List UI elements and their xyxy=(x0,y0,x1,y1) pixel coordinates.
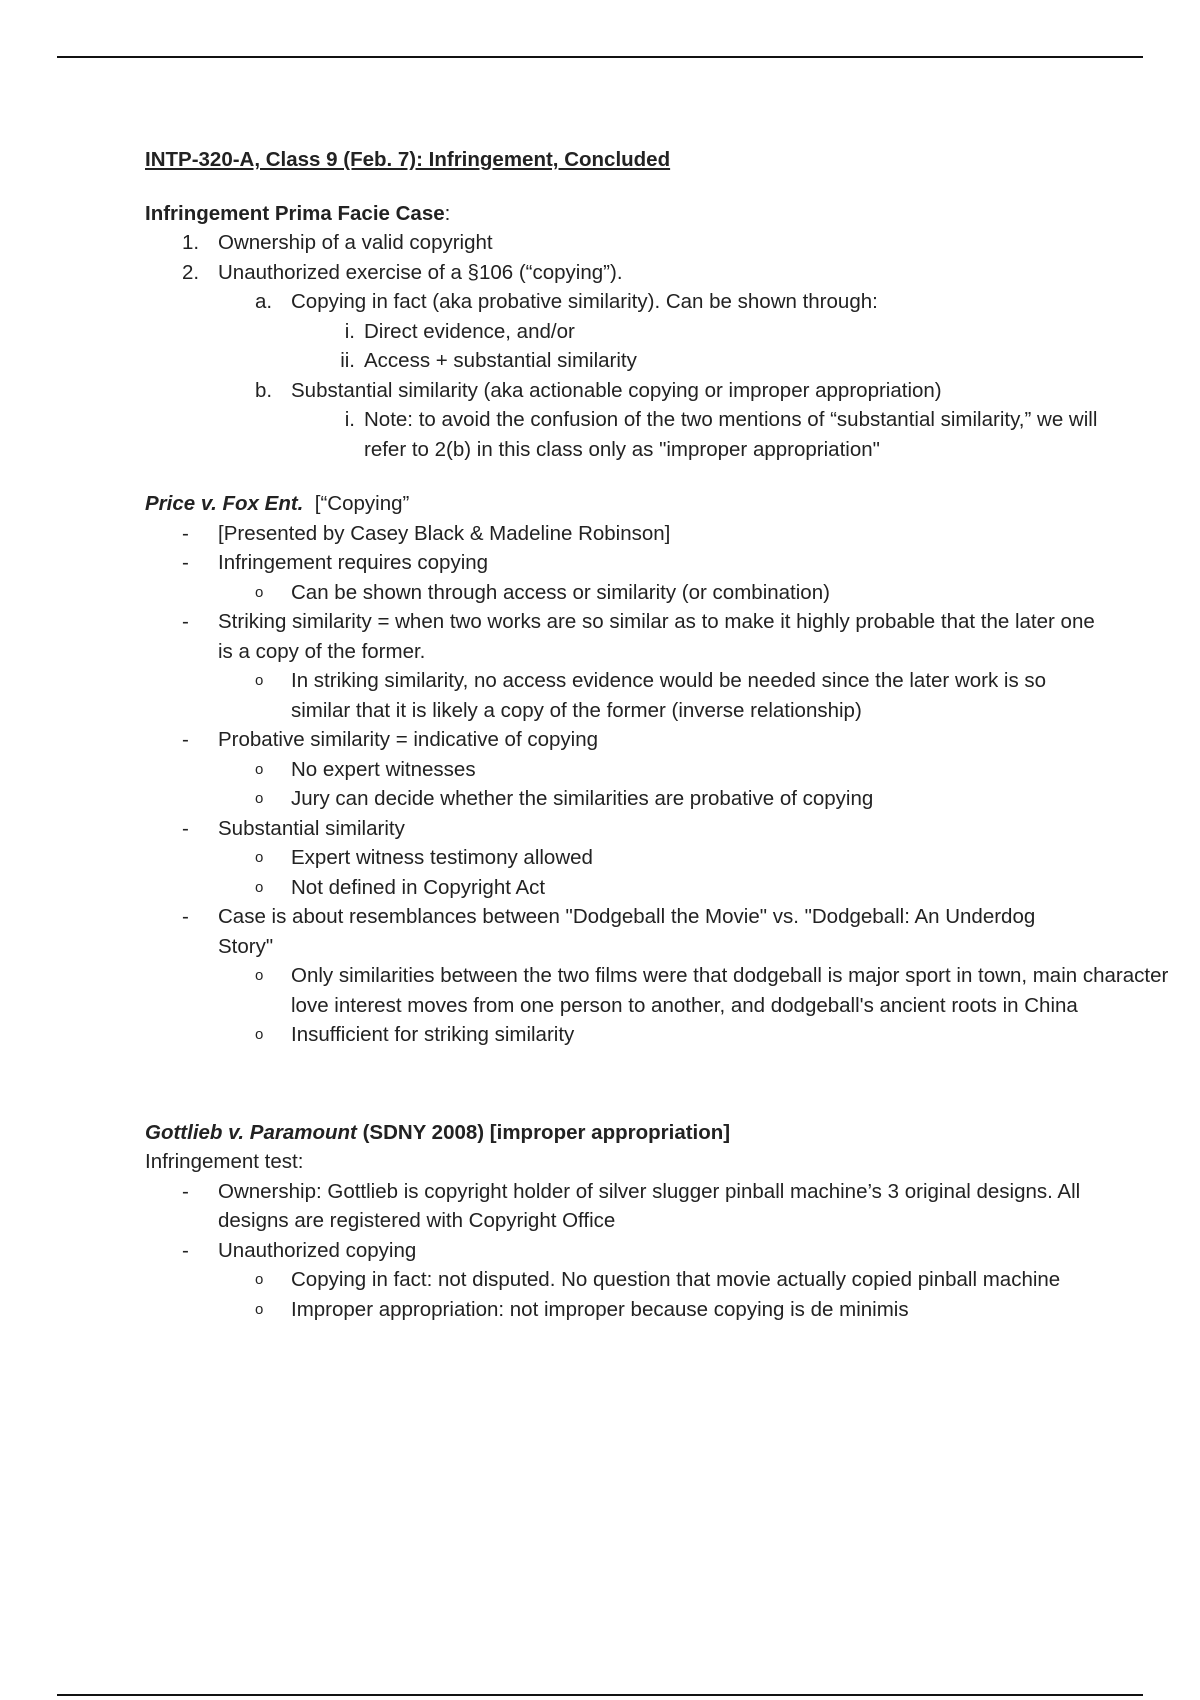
list-item-text: Unauthorized exercise of a §106 (“copying”). xyxy=(218,260,623,284)
bullet-item xyxy=(145,519,1105,549)
circle-bullet-icon: o xyxy=(255,1300,264,1318)
list-item xyxy=(145,346,1105,376)
bullet-item xyxy=(145,548,1105,578)
prima-facie-heading-text: Infringement Prima Facie Case xyxy=(145,201,445,225)
bullet-text: Jury can decide whether the similarities are probative of copying xyxy=(291,787,874,810)
circle-bullet-icon: o xyxy=(255,967,264,984)
list-marker: b. xyxy=(255,378,273,402)
list-marker: 1. xyxy=(182,231,200,254)
bullet-text: Unauthorized copying xyxy=(218,1238,417,1262)
circle-bullet-icon: o xyxy=(255,849,264,866)
footer-rule xyxy=(57,1694,1143,1696)
bullet-item xyxy=(145,873,1105,903)
dash-bullet: - xyxy=(182,1238,189,1262)
bullet-item xyxy=(145,843,1105,873)
circle-bullet-icon: o xyxy=(255,790,264,807)
list-item-text: Substantial similarity (aka actionable copying or improper appropriation) xyxy=(291,378,942,402)
bullet-text: Probative similarity = indicative of copying xyxy=(218,728,598,751)
gottlieb-section xyxy=(145,1118,1105,1325)
bullet-item xyxy=(145,607,1105,666)
circle-bullet-icon: o xyxy=(255,760,264,778)
header-rule xyxy=(57,56,1143,58)
list-marker: a. xyxy=(255,290,273,313)
gottlieb-subheading: Infringement test: xyxy=(145,1150,304,1173)
circle-bullet-icon: o xyxy=(255,583,264,601)
prima-facie-section xyxy=(145,199,1105,465)
dash-bullet: - xyxy=(182,521,189,545)
gottlieb-heading xyxy=(145,1118,1105,1148)
bullet-text: Case is about resemblances between "Dodgeball the Movie" vs. "Dodgeball: An Underdog Story" xyxy=(218,905,1036,958)
bullet-text: Infringement requires copying xyxy=(218,551,489,574)
bullet-item xyxy=(145,902,1078,961)
circle-bullet-icon: o xyxy=(255,1026,264,1043)
circle-bullet-icon: o xyxy=(255,672,264,689)
bullet-text: Not defined in Copyright Act xyxy=(291,875,546,899)
bullet-text: Only similarities between the two films were that dodgeball is major sport in town, main character love interest moves from one person to another, and dodgeball's ancient roots in China xyxy=(291,964,1169,1017)
list-marker: i. xyxy=(344,408,355,431)
price-case-name: Price v. Fox Ent. xyxy=(145,492,304,515)
dash-bullet: - xyxy=(182,728,189,751)
bullet-text: Improper appropriation: not improper because copying is de minimis xyxy=(291,1297,909,1321)
bullet-item xyxy=(145,578,1105,608)
price-tag: [“Copying” xyxy=(314,492,410,515)
dash-bullet: - xyxy=(182,610,189,633)
bullet-item xyxy=(145,1295,1105,1325)
bullet-text: Can be shown through access or similarity (or combination) xyxy=(291,580,830,604)
list-marker: ii. xyxy=(340,349,355,372)
bullet-item xyxy=(145,1236,1105,1266)
prima-facie-heading-colon: : xyxy=(444,201,451,225)
list-marker: i. xyxy=(344,319,355,343)
bullet-text: Substantial similarity xyxy=(218,816,405,840)
list-item-text: Access + substantial similarity xyxy=(364,349,637,372)
document-body xyxy=(145,145,1169,1349)
bullet-text: In striking similarity, no access evidence would be needed since the later work is so similar that it is likely a copy of the former (inverse relationship) xyxy=(291,669,1047,722)
list-marker: 2. xyxy=(182,260,200,284)
bullet-item xyxy=(145,1020,1105,1050)
bullet-text: [Presented by Casey Black & Madeline Robinson] xyxy=(218,521,671,545)
list-item-text: Note: to avoid the confusion of the two mentions of “substantial similarity,” we will refer to 2(b) in this class only as "improper appropriation" xyxy=(364,408,1098,461)
gottlieb-case-name: Gottlieb v. Paramount xyxy=(145,1120,357,1144)
bullet-item xyxy=(145,666,1105,725)
document-title: INTP-320-A, Class 9 (Feb. 7): Infringement, Concluded xyxy=(145,148,671,171)
list-item xyxy=(145,228,1105,258)
price-section xyxy=(145,489,1169,1050)
bullet-text: No expert witnesses xyxy=(291,757,476,781)
list-item-text: Copying in fact (aka probative similarity). Can be shown through: xyxy=(291,290,878,313)
list-item xyxy=(145,376,1105,406)
bullet-item xyxy=(145,755,1105,785)
bullet-item xyxy=(145,1265,1200,1295)
price-heading xyxy=(145,489,1105,519)
circle-bullet-icon: o xyxy=(255,1271,264,1288)
bullet-item xyxy=(145,784,1105,814)
bullet-text: Striking similarity = when two works are so similar as to make it highly probable that the later one is a copy of the former. xyxy=(218,610,1095,663)
circle-bullet-icon: o xyxy=(255,878,264,896)
list-item-text: Ownership of a valid copyright xyxy=(218,231,493,254)
list-item xyxy=(145,405,1144,464)
bullet-text: Expert witness testimony allowed xyxy=(291,846,593,869)
bullet-item xyxy=(145,725,1105,755)
list-item xyxy=(145,287,1105,317)
bullet-text: Copying in fact: not disputed. No question that movie actually copied pinball machine xyxy=(291,1268,1061,1291)
list-item-text: Direct evidence, and/or xyxy=(364,319,575,343)
bullet-item xyxy=(145,961,1200,1020)
bullet-item xyxy=(145,814,1105,844)
prima-facie-heading xyxy=(145,199,1105,229)
list-item xyxy=(145,258,1105,288)
dash-bullet: - xyxy=(182,816,189,840)
dash-bullet: - xyxy=(182,905,189,928)
dash-bullet: - xyxy=(182,551,189,574)
dash-bullet: - xyxy=(182,1179,189,1203)
gottlieb-tag: (SDNY 2008) [improper appropriation] xyxy=(362,1120,731,1144)
bullet-item xyxy=(145,1177,1118,1236)
bullet-text: Insufficient for striking similarity xyxy=(291,1023,575,1046)
list-item xyxy=(145,317,1105,347)
bullet-text: Ownership: Gottlieb is copyright holder of silver slugger pinball machine’s 3 original designs. All designs are registered with Copyright Office xyxy=(218,1179,1081,1232)
